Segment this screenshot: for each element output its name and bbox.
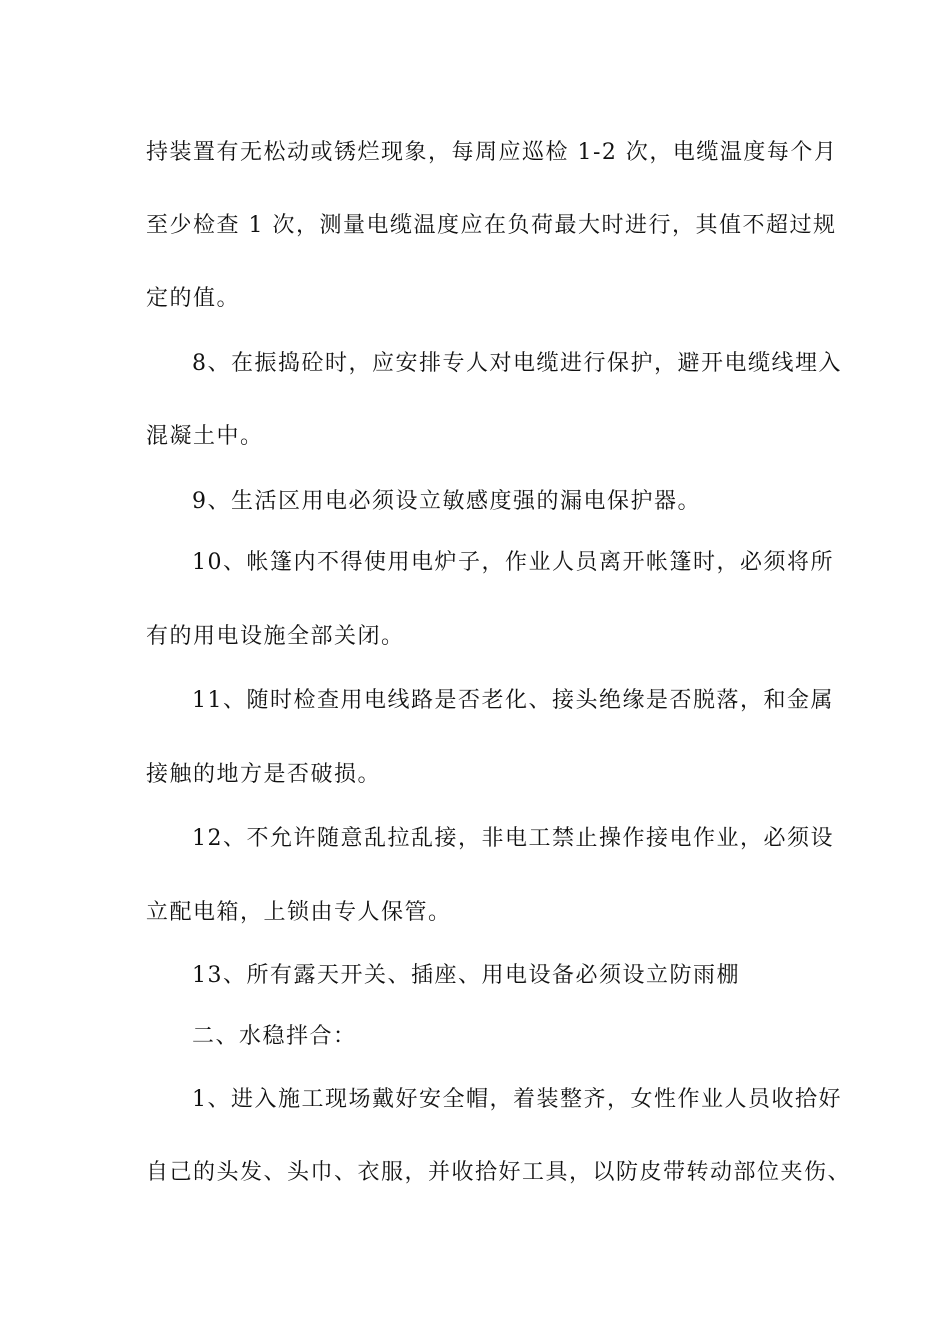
paragraph-item-13: 13、所有露天开关、插座、用电设备必须设立防雨棚: [192, 963, 740, 988]
paragraph-item-8-line-2: 混凝土中。: [146, 424, 264, 449]
paragraph-item-8-line-1: 8、在振捣砼时，应安排专人对电缆进行保护，避开电缆线埋入: [192, 351, 842, 376]
paragraph-item-10-line-1: 10、帐篷内不得使用电炉子，作业人员离开帐篷时，必须将所: [192, 550, 834, 575]
paragraph-item-11-line-1: 11、随时检查用电线路是否老化、接头绝缘是否脱落，和金属: [192, 688, 834, 713]
paragraph-item-11-line-2: 接触的地方是否破损。: [146, 762, 382, 787]
text-line: 持装置有无松动或锈烂现象，每周应巡检 1-2 次，电缆温度每个月: [146, 140, 838, 165]
text-line: 至少检查 1 次，测量电缆温度应在负荷最大时进行，其值不超过规: [146, 213, 837, 238]
section-heading: 二、水稳拌合：: [192, 1024, 357, 1049]
text-line: 定的值。: [146, 286, 241, 311]
paragraph-item-10-line-2: 有的用电设施全部关闭。: [146, 624, 405, 649]
paragraph-item-12-line-1: 12、不允许随意乱拉乱接，非电工禁止操作接电作业，必须设: [192, 826, 834, 851]
paragraph-item-12-line-2: 立配电箱，上锁由专人保管。: [146, 900, 452, 925]
paragraph-item-9: 9、生活区用电必须设立敏感度强的漏电保护器。: [192, 489, 701, 514]
paragraph-item-1-line-1: 1、进入施工现场戴好安全帽，着装整齐，女性作业人员收拾好: [192, 1087, 842, 1112]
paragraph-item-1-line-2: 自己的头发、头巾、衣服，并收拾好工具，以防皮带转动部位夹伤、: [146, 1160, 852, 1185]
